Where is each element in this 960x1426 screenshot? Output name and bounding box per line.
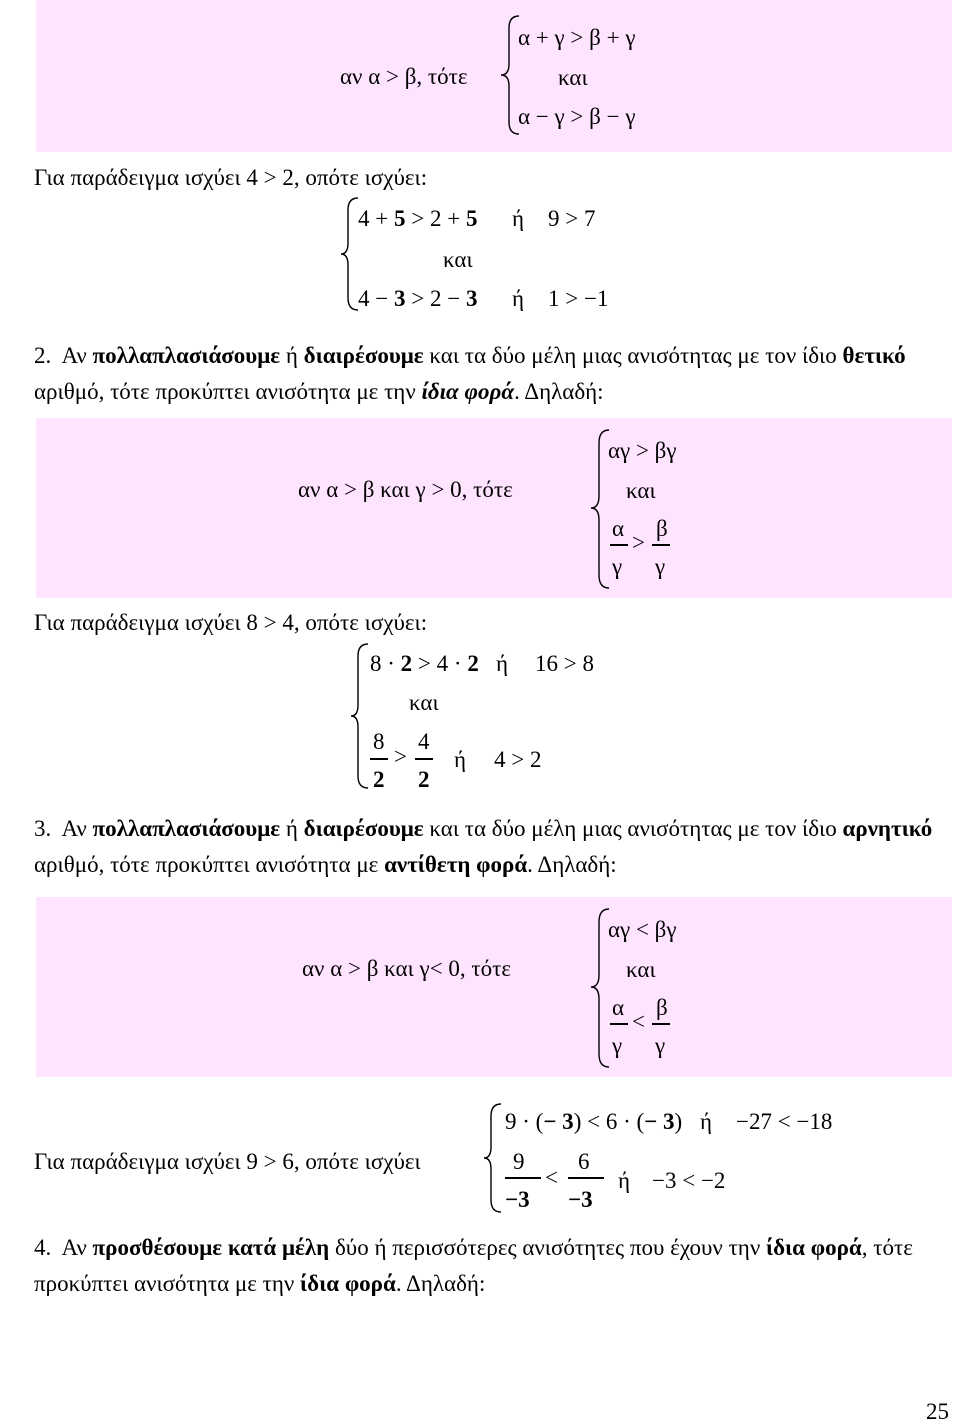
rule4-paragraph: 4. Αν προσθέσουμε κατά μέλη δύο ή περισσότερες ανισότητες που έχουν την ίδια φορά, τότε προκύπτει ανισότητα με την ίδια φορά. Δηλαδή: — [34, 1235, 913, 1296]
rule2-frac-bar2 — [652, 544, 670, 546]
rule1-example-line1-result: 9 > 7 — [548, 206, 596, 231]
rule3-example-frac-num2: 6 — [578, 1149, 590, 1174]
rule2-example-brace — [350, 642, 370, 790]
rule2-frac-den2: γ — [655, 554, 666, 579]
rule1-example-intro: Για παράδειγμα ισχύει 4 > 2, οπότε ισχύει: — [34, 165, 428, 190]
rule2-example-frac-op: > — [394, 744, 407, 769]
rule3-frac-num2: β — [656, 995, 668, 1020]
rule3-example-brace — [483, 1102, 503, 1214]
rule3-condition: αν α > β και γ< 0, τότε — [302, 956, 512, 981]
rule1-line-sub: α − γ > β − γ — [518, 104, 636, 129]
rule3-example-line1-result: −27 < −18 — [736, 1109, 833, 1134]
rule3-example-line1-or: ή — [700, 1109, 713, 1134]
rule2-example-frac-bar1 — [370, 758, 388, 760]
rule1-example-line1-or: ή — [512, 206, 525, 231]
rule2-line-mult: αγ > βγ — [608, 438, 677, 463]
rule3-example-frac-den2: −3 — [568, 1187, 593, 1212]
rule2-example-frac-den2: 2 — [418, 767, 430, 792]
rule2-example-frac-or: ή — [454, 747, 467, 772]
rule2-example-frac-num2: 4 — [418, 729, 430, 754]
rule1-example-line2: 4 − 3 > 2 − 3 — [358, 286, 478, 311]
rule1-line-add: α + γ > β + γ — [518, 25, 636, 50]
rule2-example-frac-den1: 2 — [373, 767, 385, 792]
rule3-line-mult: αγ < βγ — [608, 917, 677, 942]
rule1-example-line2-or: ή — [512, 286, 525, 311]
rule1-example-line2-result: 1 > −1 — [548, 286, 609, 311]
rule3-frac-den2: γ — [655, 1033, 666, 1058]
rule3-paragraph: 3. Αν πολλαπλασιάσουμε ή διαιρέσουμε και τα δύο μέλη μιας ανισότητας με τον ίδιο αρνητικό αριθμό, τότε προκύπτει ανισότητα με αντίθετη φορά. Δηλαδή: — [34, 816, 933, 877]
rule1-condition: αν α > β, τότε — [340, 64, 468, 89]
rule3-frac-bar1 — [610, 1023, 628, 1025]
rule3-example-frac-bar1 — [505, 1177, 541, 1179]
rule2-example-frac-num1: 8 — [373, 729, 385, 754]
rule2-example-and: και — [409, 690, 439, 715]
rule1-example-line1: 4 + 5 > 2 + 5 — [358, 206, 478, 231]
rule1-line-and: και — [558, 65, 588, 90]
rule1-example-and: και — [443, 247, 473, 272]
rule2-example-line1: 8 · 2 > 4 · 2 — [370, 651, 479, 676]
page-number: 25 — [926, 1399, 949, 1424]
rule3-example-line1: 9 · (− 3) < 6 · (− 3) — [505, 1109, 683, 1134]
rule2-frac-num2: β — [656, 516, 668, 541]
rule3-example-frac-num1: 9 — [513, 1149, 525, 1174]
rule2-example-line1-or: ή — [496, 651, 509, 676]
rule2-example-frac-bar2 — [415, 758, 433, 760]
rule3-frac-den1: γ — [612, 1033, 623, 1058]
rule3-frac-op: < — [632, 1009, 645, 1034]
rule1-highlight-box — [36, 0, 952, 152]
rule3-example-frac-op: < — [545, 1165, 558, 1190]
rule2-condition: αν α > β και γ > 0, τότε — [298, 477, 513, 502]
rule3-example-frac-den1: −3 — [505, 1187, 530, 1212]
rule2-highlight-box — [36, 418, 952, 598]
rule2-frac-op: > — [632, 530, 645, 555]
rule3-example-intro: Για παράδειγμα ισχύει 9 > 6, οπότε ισχύει — [34, 1149, 421, 1174]
rule3-frac-num1: α — [612, 995, 625, 1020]
rule2-frac-num1: α — [612, 516, 625, 541]
rule3-example-frac-result: −3 < −2 — [652, 1168, 726, 1193]
rule3-highlight-box — [36, 897, 952, 1077]
rule2-example-intro: Για παράδειγμα ισχύει 8 > 4, οπότε ισχύει: — [34, 610, 428, 635]
rule3-example-frac-bar2 — [568, 1177, 604, 1179]
rule3-line-and: και — [626, 957, 656, 982]
rule2-example-frac-result: 4 > 2 — [494, 747, 542, 772]
rule2-paragraph: 2. Αν πολλαπλασιάσουμε ή διαιρέσουμε και τα δύο μέλη μιας ανισότητας με τον ίδιο θετικό αριθμό, τότε προκύπτει ανισότητα με την ίδια φορά. Δηλαδή: — [34, 343, 906, 404]
rule3-example-frac-or: ή — [618, 1168, 631, 1193]
rule2-frac-den1: γ — [612, 554, 623, 579]
rule2-example-line1-result: 16 > 8 — [535, 651, 594, 676]
rule2-line-and: και — [626, 478, 656, 503]
rule3-frac-bar2 — [652, 1023, 670, 1025]
rule2-frac-bar1 — [610, 544, 628, 546]
rule1-example-brace — [340, 196, 360, 312]
